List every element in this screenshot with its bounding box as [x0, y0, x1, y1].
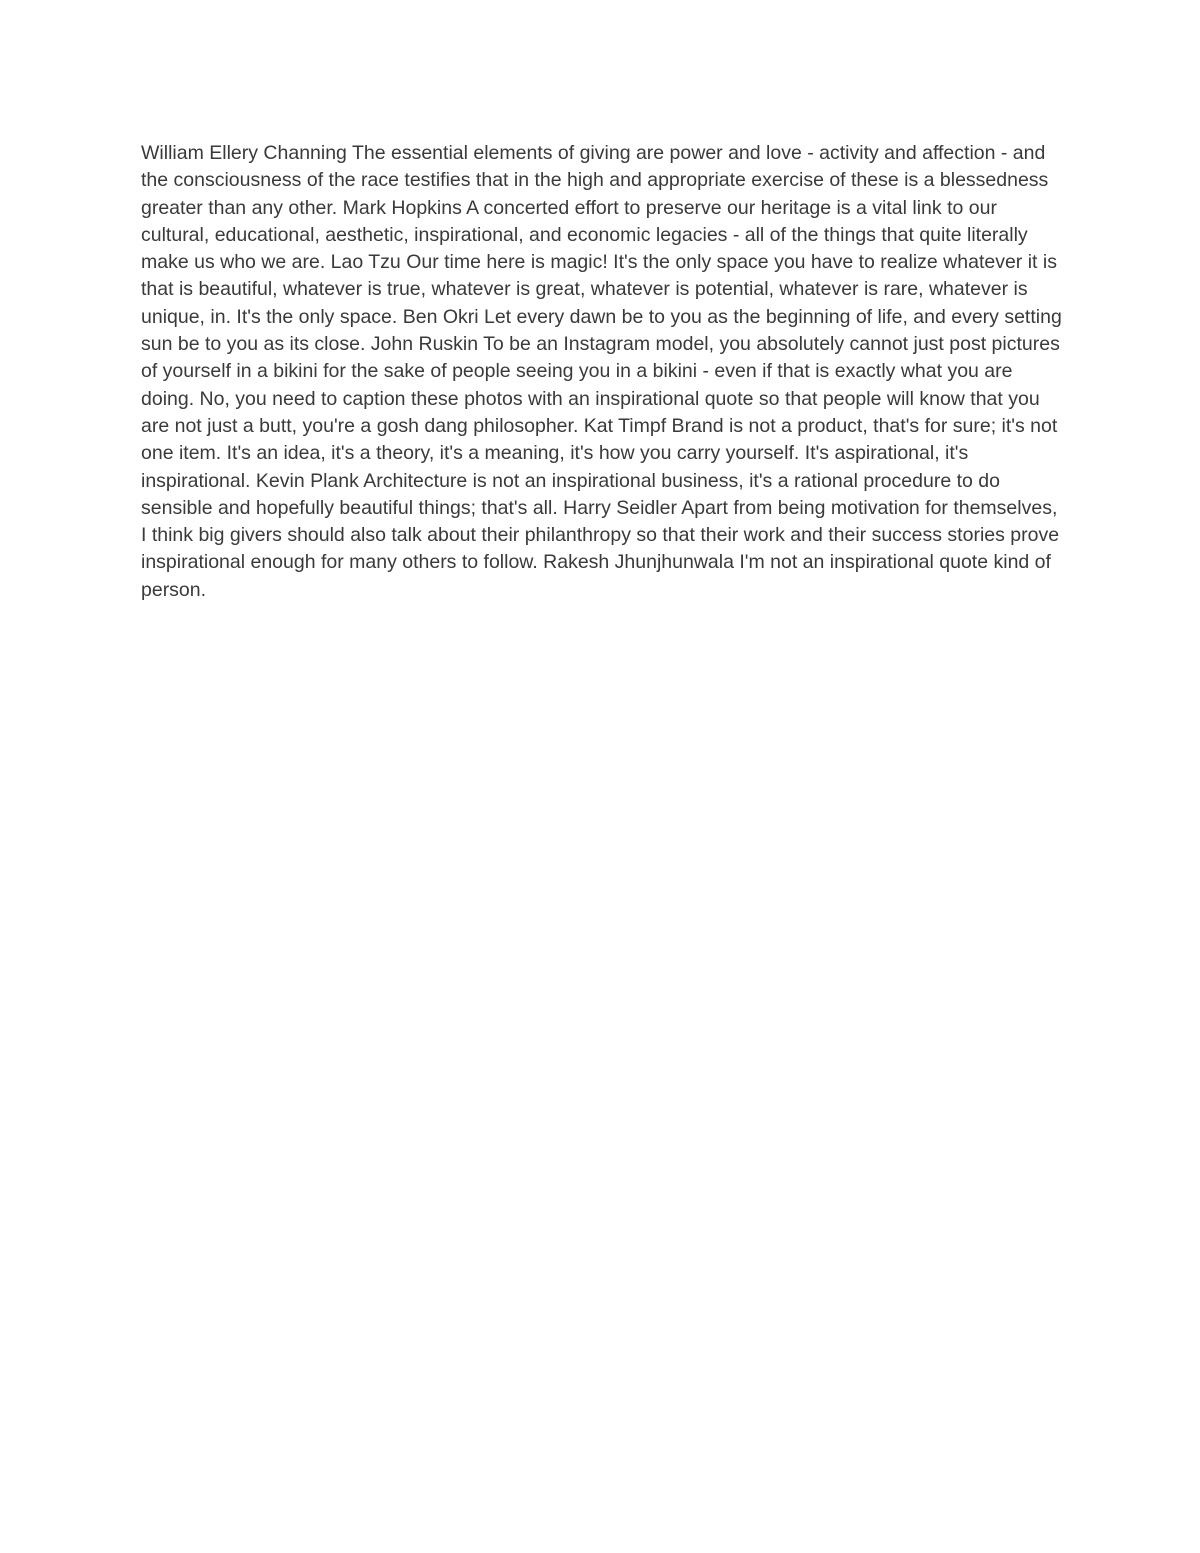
- body-paragraph: William Ellery Channing The essential elements of giving are power and love - activity and affection - and the consciousness of the race testifies that in the high and appropriate exercise of these is a blessedness greater than any other. Mark Hopkins A concerted effort to preserve our heritage is a vital link to our cultural, educational, aesthetic, inspirational, and economic legacies - all of the things that quite literally make us who we are. Lao Tzu Our time here is magic! It's the only space you have to realize whatever it is that is beautiful, whatever is true, whatever is great, whatever is potential, whatever is rare, whatever is unique, in. It's the only space. Ben Okri Let every dawn be to you as the beginning of life, and every setting sun be to you as its close. John Ruskin To be an Instagram model, you absolutely cannot just post pictures of yourself in a bikini for the sake of people seeing you in a bikini - even if that is exactly what you are doing. No, you need to caption these photos with an inspirational quote so that people will know that you are not just a butt, you're a gosh dang philosopher. Kat Timpf Brand is not a product, that's for sure; it's not one item. It's an idea, it's a theory, it's a meaning, it's how you carry yourself. It's aspirational, it's inspirational. Kevin Plank Architecture is not an inspirational business, it's a rational procedure to do sensible and hopefully beautiful things; that's all. Harry Seidler Apart from being motivation for themselves, I think big givers should also talk about their philanthropy so that their work and their success stories prove inspirational enough for many others to follow. Rakesh Jhunjhunwala I'm not an inspirational quote kind of person.: [141, 142, 1062, 601]
